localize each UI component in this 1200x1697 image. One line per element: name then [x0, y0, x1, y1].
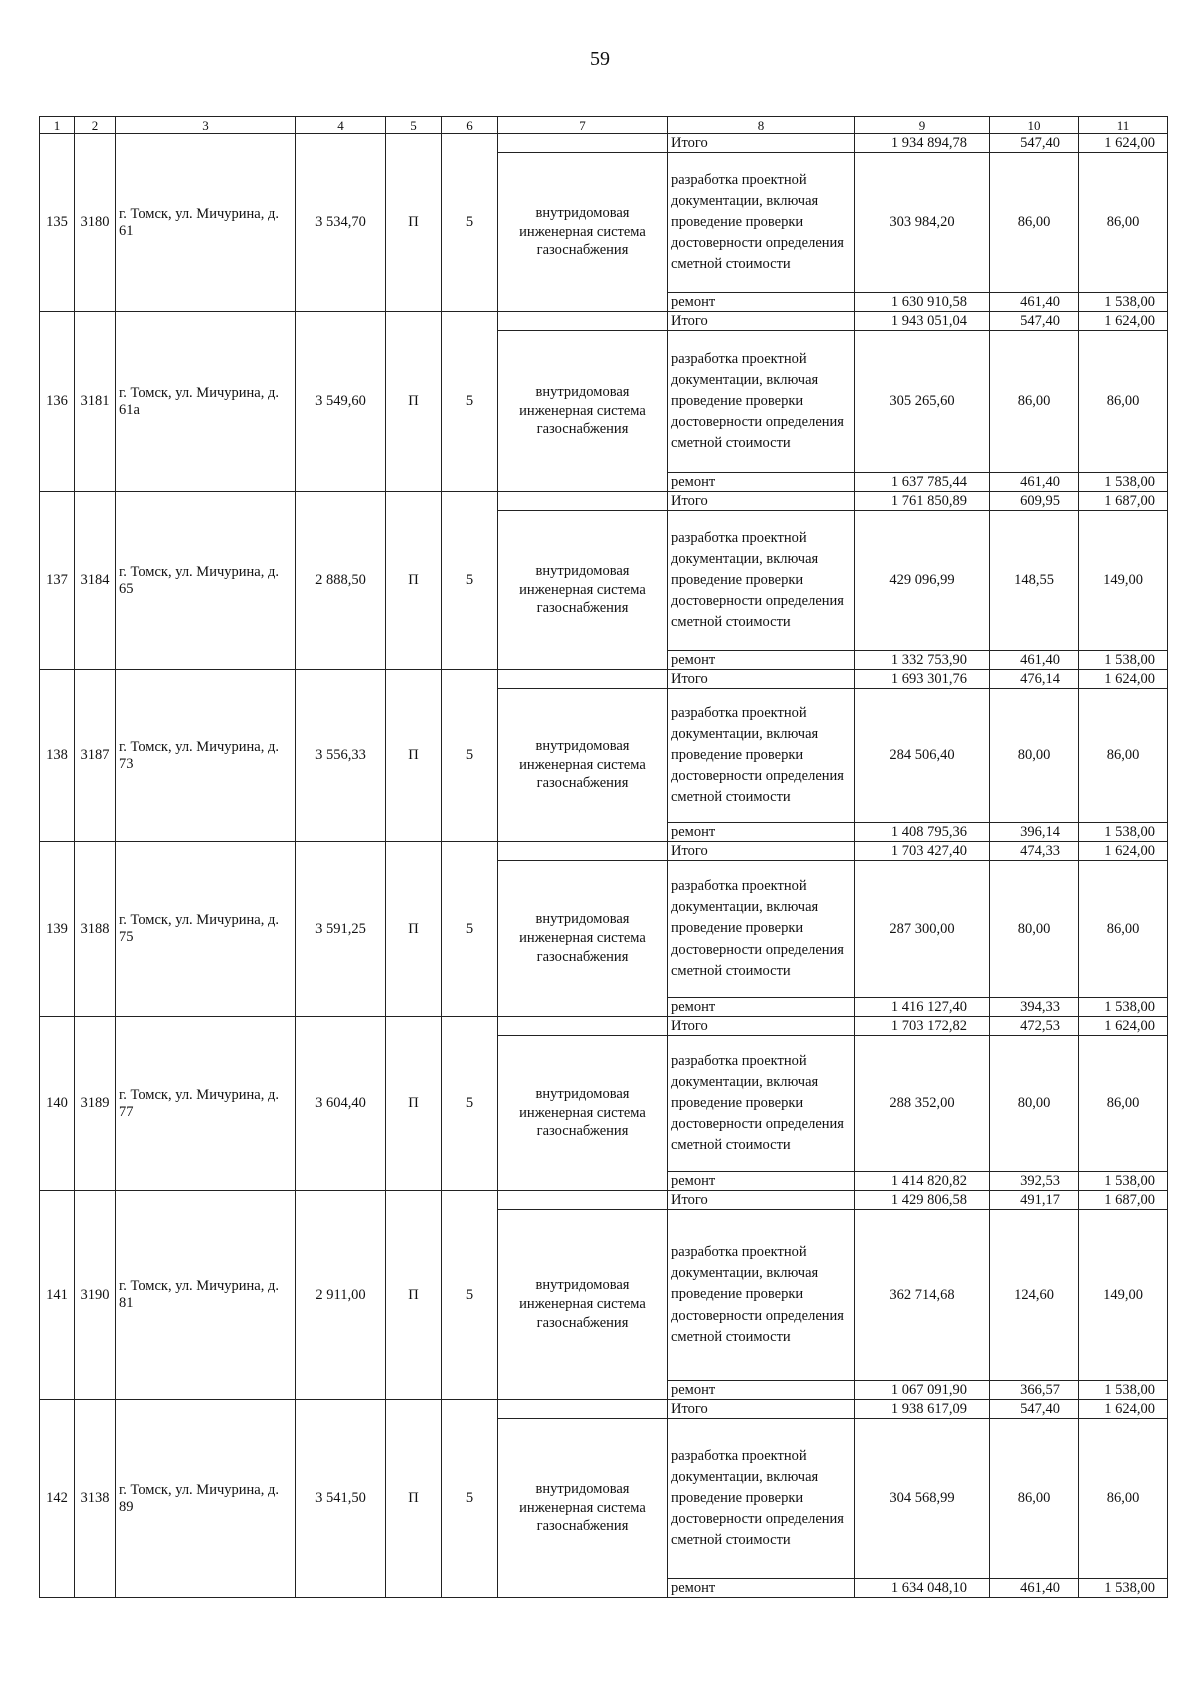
limit-cell: 86,00 — [1079, 861, 1168, 998]
house-code-cell: 3190 — [75, 1191, 116, 1400]
table-row-total — [40, 312, 1168, 331]
type-cell: П — [386, 670, 442, 842]
column-number: 7 — [498, 117, 668, 134]
unit-cost-cell: 86,00 — [990, 153, 1079, 293]
total-sum-cell: 1 943 051,04 — [855, 312, 990, 331]
unit-cost-cell: 394,33 — [990, 998, 1079, 1017]
row-number-cell: 137 — [40, 492, 75, 670]
column-number: 4 — [296, 117, 386, 134]
row-number-cell: 139 — [40, 842, 75, 1017]
work-label-cell: Итого — [668, 1400, 855, 1419]
system-empty-cell — [498, 842, 668, 861]
limit-cell: 1 538,00 — [1079, 473, 1168, 492]
repair-sum-cell: 1 332 753,90 — [855, 651, 990, 670]
limit-cell: 1 624,00 — [1079, 1400, 1168, 1419]
type-cell: П — [386, 312, 442, 492]
unit-cost-cell: 366,57 — [990, 1381, 1079, 1400]
unit-cost-cell: 461,40 — [990, 1579, 1079, 1598]
column-number: 10 — [990, 117, 1079, 134]
address-cell: г. Томск, ул. Мичурина, д. 61 — [116, 134, 296, 312]
column-number: 5 — [386, 117, 442, 134]
limit-cell: 1 624,00 — [1079, 312, 1168, 331]
address-cell: г. Томск, ул. Мичурина, д. 75 — [116, 842, 296, 1017]
works-table — [39, 116, 1168, 1598]
work-label-cell: разработка проектной документации, включая проведение проверки достоверности определения сметной стоимости — [668, 331, 855, 473]
unit-cost-cell: 80,00 — [990, 861, 1079, 998]
address-cell: г. Томск, ул. Мичурина, д. 73 — [116, 670, 296, 842]
floors-cell: 5 — [442, 1191, 498, 1400]
limit-cell: 1 624,00 — [1079, 670, 1168, 689]
row-number-cell: 142 — [40, 1400, 75, 1598]
address-cell: г. Томск, ул. Мичурина, д. 65 — [116, 492, 296, 670]
system-cell: внутридомовая инженерная система газоснабжения — [498, 1419, 668, 1598]
unit-cost-cell: 80,00 — [990, 1036, 1079, 1172]
house-code-cell: 3187 — [75, 670, 116, 842]
unit-cost-cell: 547,40 — [990, 134, 1079, 153]
table-row-total — [40, 1017, 1168, 1036]
design-sum-cell: 305 265,60 — [855, 331, 990, 473]
repair-sum-cell: 1 416 127,40 — [855, 998, 990, 1017]
total-sum-cell: 1 703 427,40 — [855, 842, 990, 861]
work-label-cell: ремонт — [668, 823, 855, 842]
area-cell: 3 556,33 — [296, 670, 386, 842]
design-sum-cell: 284 506,40 — [855, 689, 990, 823]
table-row-total — [40, 134, 1168, 153]
repair-sum-cell: 1 408 795,36 — [855, 823, 990, 842]
table-row-total — [40, 1400, 1168, 1419]
work-label-cell: Итого — [668, 134, 855, 153]
type-cell: П — [386, 1191, 442, 1400]
limit-cell: 86,00 — [1079, 331, 1168, 473]
unit-cost-cell: 80,00 — [990, 689, 1079, 823]
work-label-cell: ремонт — [668, 651, 855, 670]
limit-cell: 86,00 — [1079, 1036, 1168, 1172]
unit-cost-cell: 392,53 — [990, 1172, 1079, 1191]
type-cell: П — [386, 1400, 442, 1598]
column-number: 11 — [1079, 117, 1168, 134]
work-label-cell: разработка проектной документации, включая проведение проверки достоверности определения сметной стоимости — [668, 861, 855, 998]
total-sum-cell: 1 693 301,76 — [855, 670, 990, 689]
area-cell: 3 549,60 — [296, 312, 386, 492]
unit-cost-cell: 86,00 — [990, 1419, 1079, 1579]
row-number-cell: 135 — [40, 134, 75, 312]
limit-cell: 86,00 — [1079, 153, 1168, 293]
repair-sum-cell: 1 630 910,58 — [855, 293, 990, 312]
address-cell: г. Томск, ул. Мичурина, д. 81 — [116, 1191, 296, 1400]
limit-cell: 1 538,00 — [1079, 651, 1168, 670]
floors-cell: 5 — [442, 134, 498, 312]
work-label-cell: Итого — [668, 492, 855, 511]
page-number: 59 — [590, 48, 610, 70]
limit-cell: 1 687,00 — [1079, 1191, 1168, 1210]
system-cell: внутридомовая инженерная система газоснабжения — [498, 861, 668, 1017]
work-label-cell: разработка проектной документации, включая проведение проверки достоверности определения сметной стоимости — [668, 1210, 855, 1381]
system-empty-cell — [498, 312, 668, 331]
work-label-cell: Итого — [668, 312, 855, 331]
area-cell: 3 604,40 — [296, 1017, 386, 1191]
house-code-cell: 3180 — [75, 134, 116, 312]
system-cell: внутридомовая инженерная система газоснабжения — [498, 689, 668, 842]
system-empty-cell — [498, 670, 668, 689]
total-sum-cell: 1 934 894,78 — [855, 134, 990, 153]
work-label-cell: разработка проектной документации, включая проведение проверки достоверности определения сметной стоимости — [668, 511, 855, 651]
column-number: 3 — [116, 117, 296, 134]
work-label-cell: ремонт — [668, 1172, 855, 1191]
work-label-cell: Итого — [668, 1017, 855, 1036]
house-code-cell: 3184 — [75, 492, 116, 670]
system-empty-cell — [498, 1191, 668, 1210]
system-empty-cell — [498, 1400, 668, 1419]
repair-sum-cell: 1 067 091,90 — [855, 1381, 990, 1400]
area-cell: 3 534,70 — [296, 134, 386, 312]
row-number-cell: 141 — [40, 1191, 75, 1400]
limit-cell: 1 624,00 — [1079, 134, 1168, 153]
unit-cost-cell: 461,40 — [990, 651, 1079, 670]
house-code-cell: 3188 — [75, 842, 116, 1017]
row-number-cell: 138 — [40, 670, 75, 842]
limit-cell: 1 624,00 — [1079, 1017, 1168, 1036]
table-body — [40, 117, 1168, 1598]
type-cell: П — [386, 842, 442, 1017]
limit-cell: 1 538,00 — [1079, 1172, 1168, 1191]
unit-cost-cell: 396,14 — [990, 823, 1079, 842]
house-code-cell: 3189 — [75, 1017, 116, 1191]
limit-cell: 1 538,00 — [1079, 1381, 1168, 1400]
repair-sum-cell: 1 637 785,44 — [855, 473, 990, 492]
row-number-cell: 136 — [40, 312, 75, 492]
limit-cell: 1 538,00 — [1079, 998, 1168, 1017]
column-number: 9 — [855, 117, 990, 134]
system-cell: внутридомовая инженерная система газоснабжения — [498, 153, 668, 312]
total-sum-cell: 1 703 172,82 — [855, 1017, 990, 1036]
limit-cell: 1 538,00 — [1079, 1579, 1168, 1598]
total-sum-cell: 1 761 850,89 — [855, 492, 990, 511]
design-sum-cell: 362 714,68 — [855, 1210, 990, 1381]
column-number: 6 — [442, 117, 498, 134]
unit-cost-cell: 461,40 — [990, 473, 1079, 492]
table-row-total — [40, 670, 1168, 689]
unit-cost-cell: 491,17 — [990, 1191, 1079, 1210]
type-cell: П — [386, 1017, 442, 1191]
system-cell: внутридомовая инженерная система газоснабжения — [498, 1210, 668, 1400]
column-number-row — [40, 117, 1168, 134]
type-cell: П — [386, 492, 442, 670]
unit-cost-cell: 461,40 — [990, 293, 1079, 312]
system-cell: внутридомовая инженерная система газоснабжения — [498, 511, 668, 670]
floors-cell: 5 — [442, 1400, 498, 1598]
floors-cell: 5 — [442, 670, 498, 842]
unit-cost-cell: 609,95 — [990, 492, 1079, 511]
system-empty-cell — [498, 492, 668, 511]
work-label-cell: Итого — [668, 670, 855, 689]
repair-sum-cell: 1 634 048,10 — [855, 1579, 990, 1598]
area-cell: 3 591,25 — [296, 842, 386, 1017]
column-number: 2 — [75, 117, 116, 134]
address-cell: г. Томск, ул. Мичурина, д. 61а — [116, 312, 296, 492]
work-label-cell: ремонт — [668, 998, 855, 1017]
type-cell: П — [386, 134, 442, 312]
floors-cell: 5 — [442, 492, 498, 670]
limit-cell: 149,00 — [1079, 511, 1168, 651]
limit-cell: 86,00 — [1079, 689, 1168, 823]
house-code-cell: 3181 — [75, 312, 116, 492]
unit-cost-cell: 476,14 — [990, 670, 1079, 689]
floors-cell: 5 — [442, 842, 498, 1017]
floors-cell: 5 — [442, 1017, 498, 1191]
design-sum-cell: 429 096,99 — [855, 511, 990, 651]
work-label-cell: ремонт — [668, 293, 855, 312]
system-cell: внутридомовая инженерная система газоснабжения — [498, 1036, 668, 1191]
work-label-cell: Итого — [668, 1191, 855, 1210]
table-row-total — [40, 842, 1168, 861]
limit-cell: 86,00 — [1079, 1419, 1168, 1579]
work-label-cell: ремонт — [668, 1579, 855, 1598]
unit-cost-cell: 547,40 — [990, 312, 1079, 331]
area-cell: 2 888,50 — [296, 492, 386, 670]
address-cell: г. Томск, ул. Мичурина, д. 77 — [116, 1017, 296, 1191]
work-label-cell: разработка проектной документации, включая проведение проверки достоверности определения сметной стоимости — [668, 1036, 855, 1172]
repair-sum-cell: 1 414 820,82 — [855, 1172, 990, 1191]
table-row-total — [40, 492, 1168, 511]
unit-cost-cell: 86,00 — [990, 331, 1079, 473]
address-cell: г. Томск, ул. Мичурина, д. 89 — [116, 1400, 296, 1598]
design-sum-cell: 304 568,99 — [855, 1419, 990, 1579]
system-empty-cell — [498, 134, 668, 153]
work-label-cell: разработка проектной документации, включая проведение проверки достоверности определения сметной стоимости — [668, 1419, 855, 1579]
unit-cost-cell: 472,53 — [990, 1017, 1079, 1036]
total-sum-cell: 1 429 806,58 — [855, 1191, 990, 1210]
total-sum-cell: 1 938 617,09 — [855, 1400, 990, 1419]
work-label-cell: разработка проектной документации, включая проведение проверки достоверности определения сметной стоимости — [668, 153, 855, 293]
work-label-cell: ремонт — [668, 473, 855, 492]
work-label-cell: ремонт — [668, 1381, 855, 1400]
table-row-total — [40, 1191, 1168, 1210]
floors-cell: 5 — [442, 312, 498, 492]
limit-cell: 1 624,00 — [1079, 842, 1168, 861]
design-sum-cell: 288 352,00 — [855, 1036, 990, 1172]
limit-cell: 149,00 — [1079, 1210, 1168, 1381]
column-number: 8 — [668, 117, 855, 134]
limit-cell: 1 538,00 — [1079, 293, 1168, 312]
design-sum-cell: 303 984,20 — [855, 153, 990, 293]
row-number-cell: 140 — [40, 1017, 75, 1191]
work-label-cell: Итого — [668, 842, 855, 861]
unit-cost-cell: 148,55 — [990, 511, 1079, 651]
limit-cell: 1 687,00 — [1079, 492, 1168, 511]
column-number: 1 — [40, 117, 75, 134]
limit-cell: 1 538,00 — [1079, 823, 1168, 842]
unit-cost-cell: 124,60 — [990, 1210, 1079, 1381]
unit-cost-cell: 474,33 — [990, 842, 1079, 861]
system-cell: внутридомовая инженерная система газоснабжения — [498, 331, 668, 492]
house-code-cell: 3138 — [75, 1400, 116, 1598]
design-sum-cell: 287 300,00 — [855, 861, 990, 998]
unit-cost-cell: 547,40 — [990, 1400, 1079, 1419]
area-cell: 2 911,00 — [296, 1191, 386, 1400]
system-empty-cell — [498, 1017, 668, 1036]
area-cell: 3 541,50 — [296, 1400, 386, 1598]
work-label-cell: разработка проектной документации, включая проведение проверки достоверности определения сметной стоимости — [668, 689, 855, 823]
